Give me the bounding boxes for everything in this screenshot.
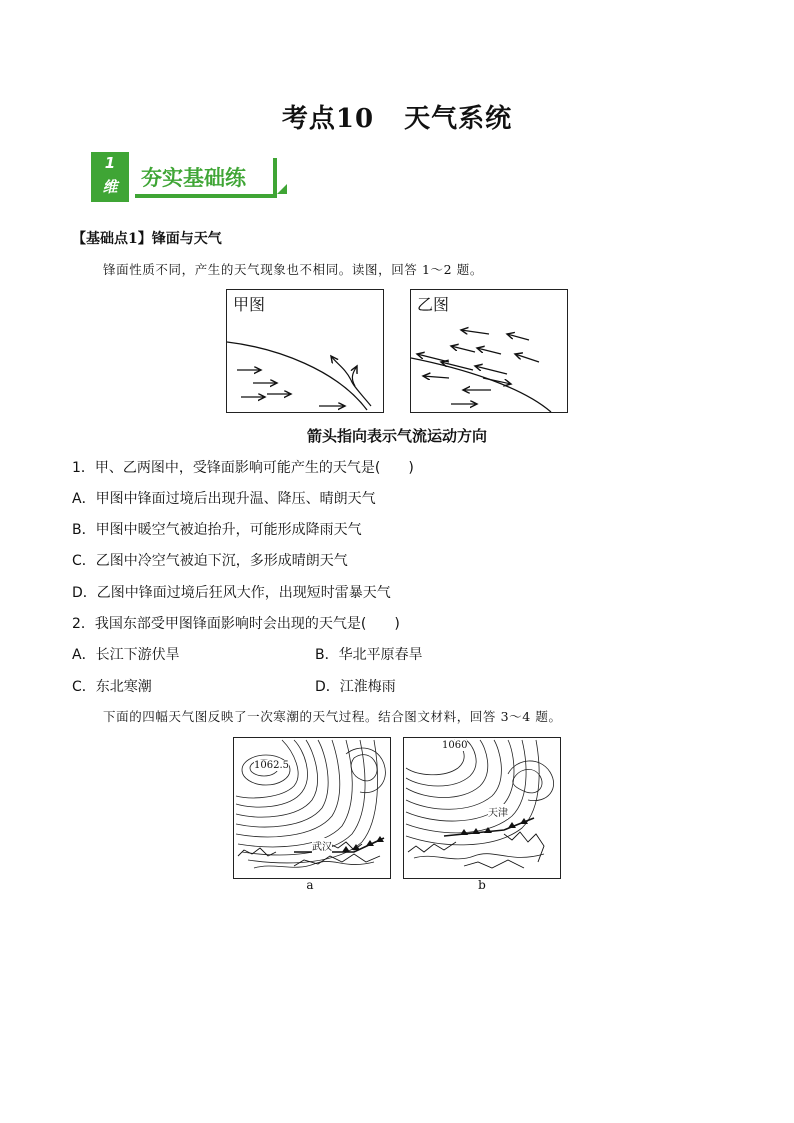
question-1-option-a: A．甲图中锋面过境后出现升温、降压、晴朗天气 bbox=[72, 491, 376, 507]
figure1-caption: 箭头指向表示气流运动方向 bbox=[306, 427, 487, 445]
weather-map-b-isobars bbox=[404, 738, 560, 878]
section-intro-2: 下面的四幅天气图反映了一次寒潮的天气过程。结合图文材料，回答 3～4 题。 bbox=[103, 709, 562, 724]
weather-map-a-isobars bbox=[234, 738, 390, 878]
section-intro: 锋面性质不同，产生的天气现象也不相同。读图，回答 1～2 题。 bbox=[103, 262, 483, 277]
weather-map-a bbox=[233, 737, 391, 879]
map-a-city-label: 武汉 bbox=[312, 838, 332, 853]
banner-level-badge bbox=[91, 152, 129, 202]
weather-map-b bbox=[403, 737, 561, 879]
diagram-jia bbox=[226, 289, 384, 413]
title-topic-name: 天气系统 bbox=[404, 104, 513, 134]
map-a-pressure-label: 1062.5 bbox=[254, 760, 289, 771]
map-b-city-label: 天津 bbox=[488, 804, 508, 819]
question-1-option-c: C．乙图中冷空气被迫下沉，多形成晴朗天气 bbox=[72, 553, 348, 569]
banner-level-dim: 维 bbox=[102, 178, 118, 196]
front-line bbox=[227, 342, 367, 410]
banner-label-box bbox=[135, 158, 277, 198]
question-2-option-d: D．江淮梅雨 bbox=[315, 679, 396, 695]
map-a-caption: a bbox=[306, 878, 314, 892]
question-2-stem: 2．我国东部受甲图锋面影响时会出现的天气是( ) bbox=[72, 616, 400, 632]
banner-corner-decoration bbox=[277, 184, 287, 194]
diagram-jia-drawing bbox=[227, 290, 383, 412]
question-2-option-a: A．长江下游伏旱 bbox=[72, 647, 180, 663]
section-banner bbox=[91, 152, 287, 204]
diagram-yi-drawing bbox=[411, 290, 567, 412]
page-title bbox=[0, 98, 794, 135]
map-b-caption: b bbox=[478, 878, 486, 892]
banner-label: 夯实基础练 bbox=[141, 166, 246, 190]
section-heading: 【基础点1】锋面与天气 bbox=[72, 231, 222, 247]
question-2-option-c: C．东北寒潮 bbox=[72, 679, 152, 695]
question-1-option-b: B．甲图中暖空气被迫抬升，可能形成降雨天气 bbox=[72, 522, 362, 538]
diagram-yi bbox=[410, 289, 568, 413]
banner-level-number: 1 bbox=[104, 154, 116, 172]
front-line bbox=[411, 358, 551, 412]
question-1-stem: 1．甲、乙两图中，受锋面影响可能产生的天气是( ) bbox=[72, 460, 414, 476]
diagram-jia-title: 甲图 bbox=[233, 295, 266, 314]
map-b-pressure-label: 1060 bbox=[442, 740, 468, 751]
diagram-yi-title: 乙图 bbox=[417, 295, 450, 314]
question-2-option-b: B．华北平原春旱 bbox=[315, 647, 423, 663]
title-topic-number: 考点10 bbox=[281, 104, 375, 134]
question-1-option-d: D．乙图中锋面过境后狂风大作，出现短时雷暴天气 bbox=[72, 585, 391, 601]
